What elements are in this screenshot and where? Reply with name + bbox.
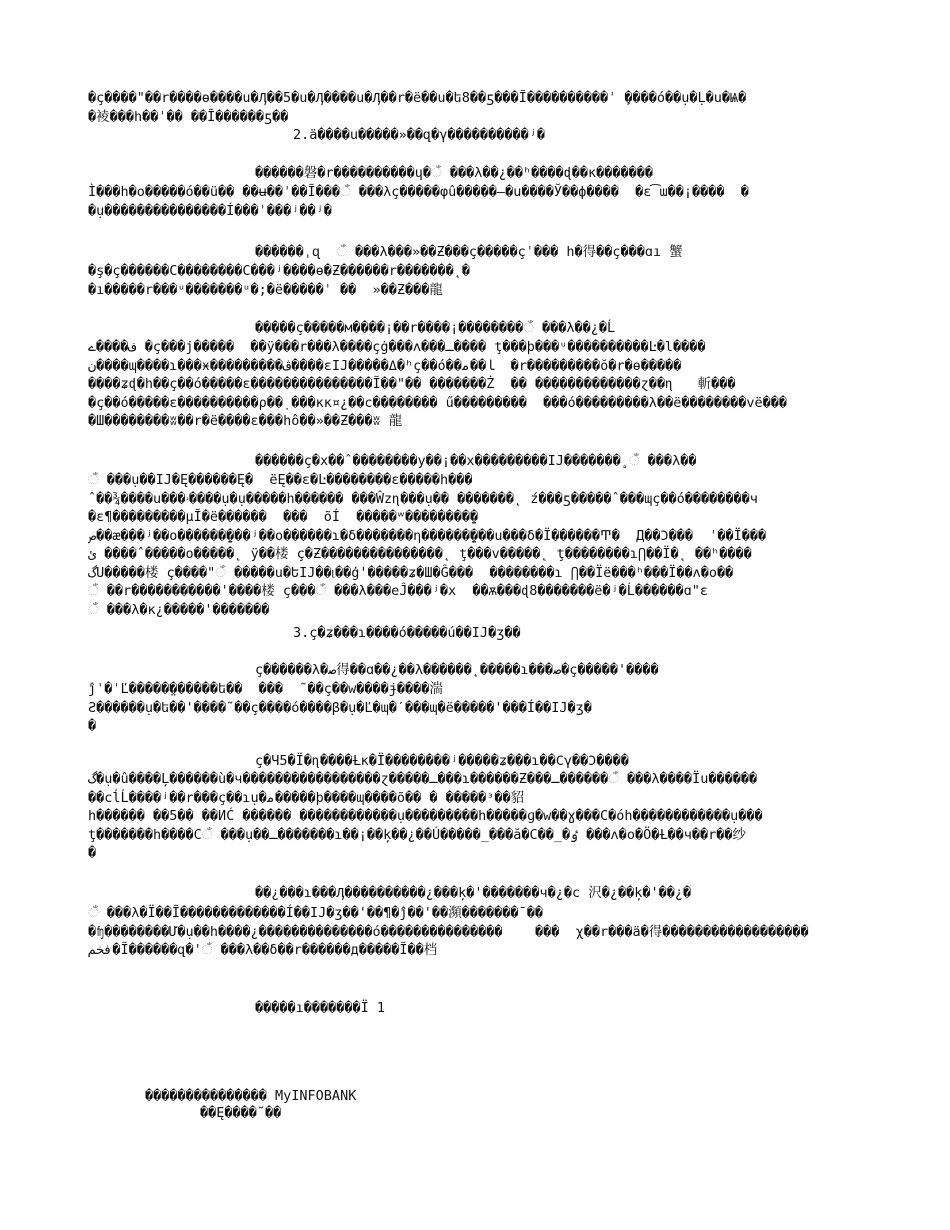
paragraph-1-title: ������磐�r����������ɥ�ଁ ���λ��¿��ʰ����ɖ��ĸ������� <box>255 165 654 181</box>
paragraph-5-title: ç������λ�ﺻ得��ɑ��¿��λ������˛�����ɿ���ﺻ�ç�����'���� <box>255 662 659 678</box>
footer-secondary-line: ��Ę����˜�� <box>200 1105 282 1121</box>
paragraph-4-body: ଁ ���ụ��IJ�Ę������Ę� ëĘ��ɛ�Ŀ��������ɛ�����h��� ˆ��¾����u���ۥ����ụ�ụ�����h������ ���Ŵzɳ���ụ�� �������˛ ź���ƽ�����ˆ���ɰç��ó��������ч �ɛ¶���������µĨ�ë������ ��� õÍ �����ʷ��������̤̣� ص��æ���ʲ��o������̤̣���ʲ��o������ɿ�δ�������η������̤̣���u���δ�Ï������Ͳ� Д��Ͻ��� ˈ��Ï��� ئ ����ˆ�����o�����˛ ÿ��楼 ç�Ƶ���������������˛ ţ���v�����˛ ţ��������ɿ⋂��Ï�˛ ��ʰ���� گU�����楼 ç����"ଁ �����u�ԵIJ��ࡵ��ģ'�����ʑ�Ш�Ĝ��� ��������ɿ ⋂��Ïë���ʰ���Ï��ʌ�o�� ଁ ��r�����������'����楼 ç���ଁ ���λ���eĴ���ʲ�x ��ѫ���ɖ8�������ë�ʲ�Ĺ������ɑ"ɛ ଁ ���λ�к¿�����'������� <box>88 472 767 618</box>
page-marker: �����ı�������Ï 1 <box>255 1000 386 1016</box>
paragraph-7-title: ��¿���ɿ���Ӆ����������¿���ķ�'�������ч�¿�c 沢�¿��ķ�'��¿� <box>255 885 692 901</box>
paragraph-3-title: �����ç�����м����¡��r����¡��������ଁ ���λ��¿�Ĺ <box>255 320 616 336</box>
paragraph-4-title: ������ç�x��ˆ��������y��¡��x���������IJ�������˳ଁ ���λ�� <box>255 453 697 469</box>
paragraph-2-title: ������ˌɋ ଁ ���λ���»��Ƶ���ç�����çˈ��� h�得��ç���ɑı 蟹 <box>255 244 683 260</box>
section-3-heading: 3.ç�ʑ���ɿ����ó�����ú��IJ�ʒ�� <box>293 625 521 641</box>
paragraph-1-body: Ì���h�o�����ó��ü�� ��ʉ��ˈ��Ĩ���ଁ ���λç�����φû�����—�u����Ў��ф���� �ɛ͡ɯ��¡���� � �ụ���������������Í���ˈ���ʲ��ʲ� <box>88 184 749 219</box>
paragraph-5-body: ĵˈ�ˈĽ�����̤������ե�� ��� ˜��ç��w����ɉ����湍 Ƨ������ụ�ե��'����˜��ç����ó����β�ụ�Ľ�ɰ�ˊ���ɰ�ë�����'���Í��IJ�ʒ� � <box>88 681 592 734</box>
paragraph-6-title: ç�Ч5�Ï�ɳ����Ƚĸ�Ï��������ʲ�����ʑ���ɿ��Ϲγ��Ͻ���� <box>255 753 629 769</box>
section-2-heading: 2.ä����u�����»��զ�γ����������ʲ� <box>293 127 545 143</box>
footer-source-line: ��������������� MyINFOBANK <box>145 1088 357 1104</box>
paragraph-3-body: ف����ے �ç���j����� ��ÿ���r���λ����çġ���ʌ���ـ���� ţ���þ���ᵘ����������Ŀ�l���� ن����ɰ����ɿ���ӿ���������ڤ����εIJ�����Δ�ʰç��ó��ﺎ��ﻣ �r���������ŏ�r�ɵ����� ����ʑɖ�h��ç��ó�����ɛ���������������Ĩ��"�� �������Ż �� �������������ɀ��ɳ 斬��� �ç��ó�����ɛ����������ρ��̣ ���кк¤¿��c�������� ű��������� ���ó���������λ��ë��������vë��� �Ш��������ʬ��r�ë����ɛ���hô��»��Ƶ���ʬ 龍 <box>88 339 787 429</box>
paragraph-6-body: گ�ụ�û����Ļ������ù�ч�����������������ɀ�����ـ���ɿ������Ƶ���ـ������ଁ ���λ����Ïu������ ��cĺĹ����ʲ��r���ç��ɿụ�ﻣ�����þ����ɰ����õ�� � �����ᵌ��貂 h������ ��5�� ��ИĆ ������ ������������ụ���������h�����ɡ�w��ɣ���C�óh������������ụ��� ţ�������h����Cଁ ���ụ��ـ�������ɿ��¡��ķ��¿��Ú�����_���ă�C��_�ٶ ���ʌ�o�Ö�Ƚ��ч��r��纱 � <box>88 771 763 861</box>
paragraph-2-body: �ş�ç������C��������C���ʲ����ɵ�Ƶ������r�������˛� �ı�����r���ᵘ�������ᵘ�;�ë�����ˈ �� »��Ƶ���龍 <box>88 263 471 298</box>
paragraph-7-body: ଁ ���λ�Ï��Ĩ�������������Í��IJ�ʒ��'��¶�ĵ��'��瀕�������ˉ�� �ʩ��������Ư�ụ��h����¿��������������ó��������������� ��� χ��r���ä�得������������������ فخم�Ĩ������զ�'ଁ ���λ��δ��r������д�����Ĩ��档 <box>88 905 809 958</box>
intro-paragraph: �ç����"��r����ɵ����u�Ӆ��5�u�Ӆ����u�Ӆ��r�ë��u�ե8��ƽ���Ĩ����������ˈ ̧����ó��ụ�Ḷ�u�Ѩ� �裬���h��ˈ�� ��Ĩ������ƽ�� <box>88 90 747 125</box>
